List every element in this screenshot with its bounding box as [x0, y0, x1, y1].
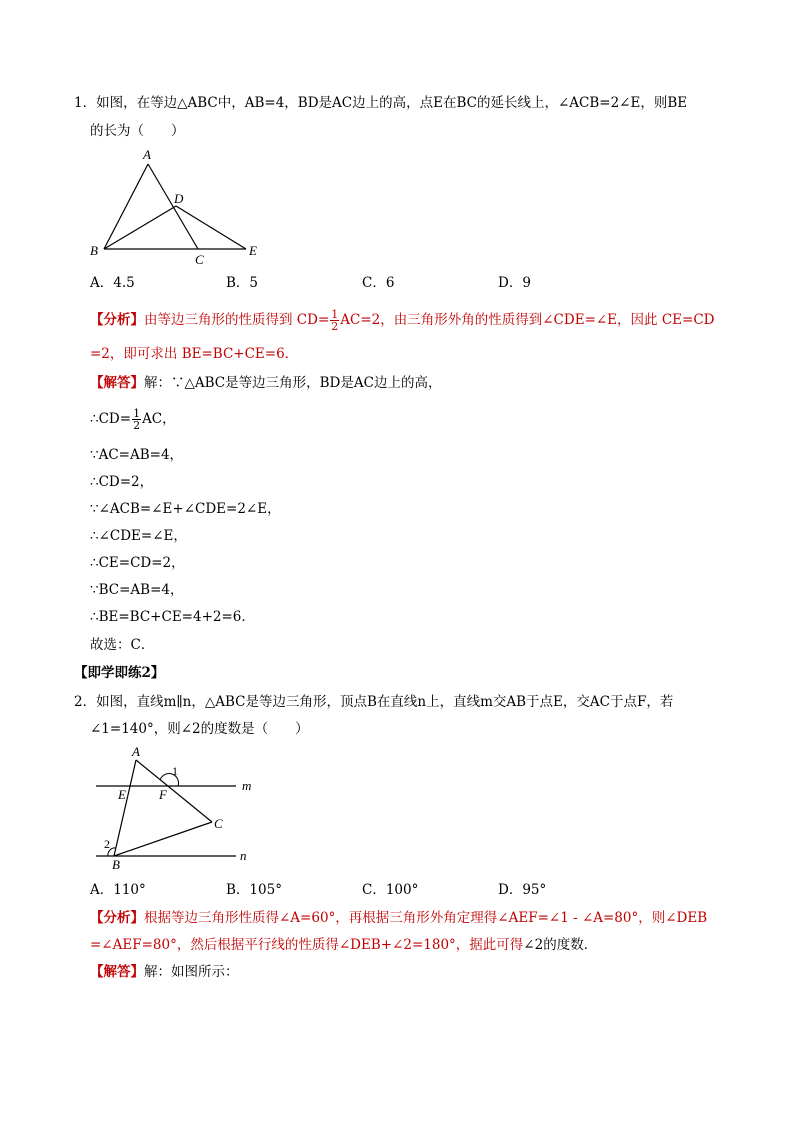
q2-analysis-line1: 【分析】根据等边三角形性质得∠A=60°，再根据三角形外角定理得∠AEF=∠1 - ∠A=80°，则∠DEB — [90, 910, 708, 926]
q2-option-c: C．100° — [362, 882, 419, 898]
q1-option-c: C．6 — [362, 275, 395, 291]
q1-analysis-line2: =2，即可求出 BE=BC+CE=6． — [90, 346, 299, 362]
q2-stem-line1: 2．如图，直线m∥n，△ABC是等边三角形，顶点B在直线n上，直线m交AB于点E，交AC于点F，若 — [74, 694, 674, 710]
q2-solution-line: 【解答】解：如图所示： — [90, 964, 239, 980]
q1-label-b: B — [90, 243, 98, 258]
q1-segment-de — [176, 206, 246, 249]
q1-stem-line2: 的长为（ ） — [90, 123, 185, 139]
q1-step: ∴∠CDE=∠E， — [90, 528, 187, 544]
q1-option-b: B．5 — [226, 275, 259, 291]
q1-option-a: A．4.5 — [90, 275, 135, 291]
q1-analysis-label: 【分析】 — [90, 312, 144, 328]
q1-step: ∵BC=AB=4， — [90, 582, 184, 598]
q2-side-bc — [114, 822, 212, 856]
q1-step: ∵AC=AB=4， — [90, 447, 184, 463]
q2-label-angle1: 1 — [172, 764, 178, 778]
q2-analysis-label: 【分析】 — [90, 910, 144, 926]
section-title: 【即学即练2】 — [74, 665, 165, 681]
q2-label-f: F — [159, 787, 167, 802]
q2-label-n: n — [240, 848, 247, 863]
q1-step: ∵∠ACB=∠E+∠CDE=2∠E， — [90, 501, 281, 517]
q1-choice: 故选：C． — [90, 637, 155, 653]
q2-option-b: B．105° — [226, 882, 282, 898]
q1-figure — [86, 142, 276, 268]
q1-step-cd-half: ∴CD= $\frac{1}{2}$ AC， — [90, 407, 176, 432]
q2-analysis-line2: =∠AEF=80°，然后根据平行线的性质得∠DEB+∠2=180°，据此可得∠2的度数． — [90, 937, 598, 953]
q2-label-angle2: 2 — [104, 837, 110, 851]
q2-label-m: m — [242, 778, 252, 793]
q1-side-ac — [148, 164, 198, 249]
q2-label-b: B — [112, 857, 120, 872]
q1-stem-line1: 1．如图，在等边△ABC中，AB=4，BD是AC边上的高，点E在BC的延长线上，∠ACB=2∠E，则BE — [74, 95, 688, 111]
q2-solution-label: 【解答】 — [90, 964, 144, 980]
q1-label-c: C — [195, 252, 204, 267]
q1-option-d: D．9 — [498, 275, 531, 291]
q1-step: ∴BE=BC+CE=4+2=6． — [90, 609, 255, 625]
q2-label-e: E — [118, 787, 126, 802]
q1-label-a: A — [143, 147, 151, 162]
q1-label-e: E — [249, 243, 257, 258]
q2-label-a: A — [132, 744, 140, 759]
q2-option-d: D．95° — [498, 882, 547, 898]
q1-analysis-line1: 【分析】由等边三角形的性质得到 CD= $\frac{1}{2}$ AC=2，由三角形外角的性质得到∠CDE=∠E，因此 CE=CD — [90, 308, 715, 333]
q1-label-d: D — [174, 191, 184, 206]
q2-option-a: A．110° — [90, 882, 146, 898]
q2-stem-line2: ∠1=140°，则∠2的度数是（ ） — [90, 721, 309, 737]
q1-step: ∴CD=2， — [90, 474, 154, 490]
q1-fraction: $\frac{1}{2}$ — [331, 308, 339, 333]
q2-side-ab — [114, 760, 136, 856]
q1-step: ∴CE=CD=2， — [90, 555, 185, 571]
q2-label-c: C — [214, 816, 223, 831]
q2-figure — [86, 742, 276, 874]
q1-solution-line1: 【解答】解：∵△ABC是等边三角形，BD是AC边上的高， — [90, 375, 442, 391]
q1-solution-label: 【解答】 — [90, 375, 144, 391]
